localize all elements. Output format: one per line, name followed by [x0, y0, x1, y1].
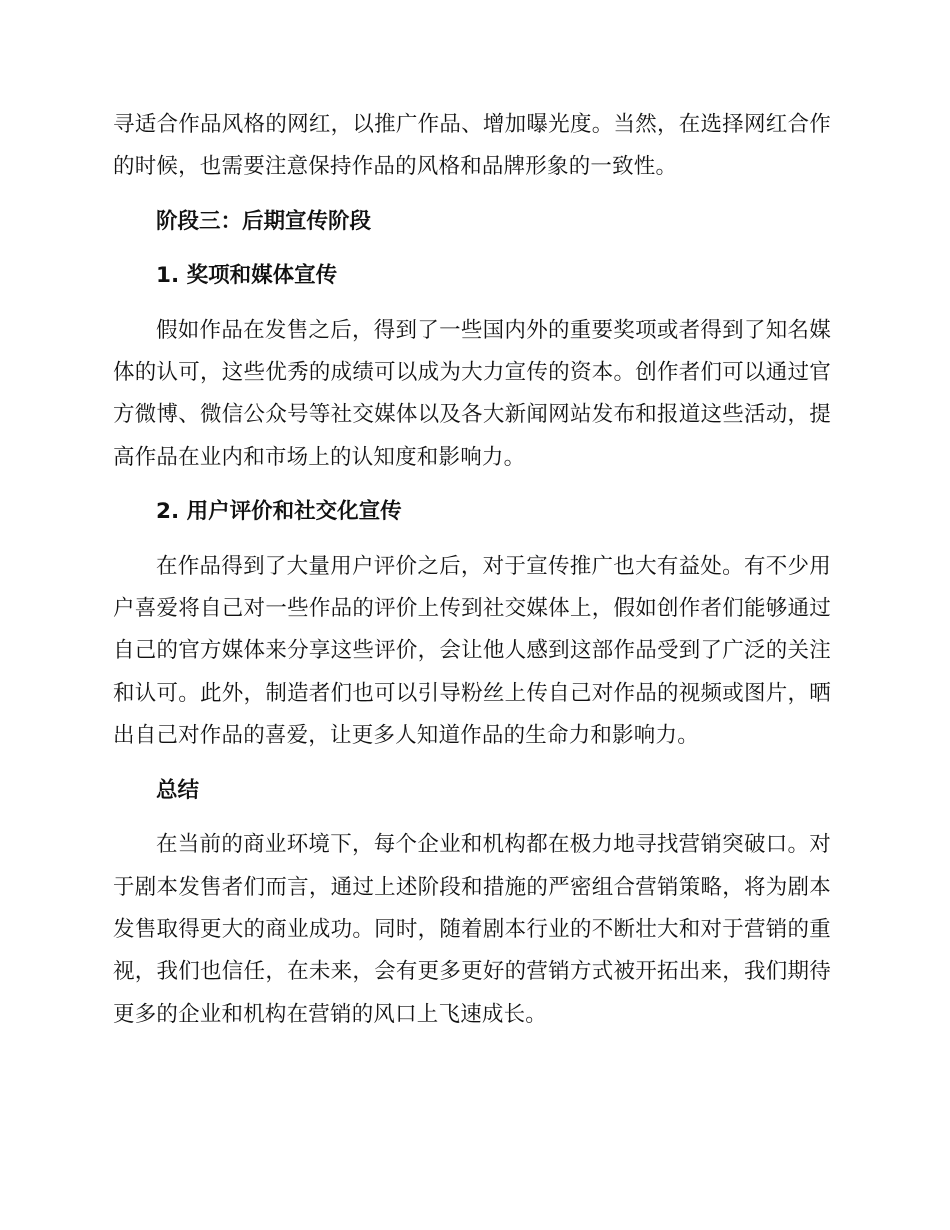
paragraph-continued: 寻适合作品风格的网红，以推广作品、增加曝光度。当然，在选择网红合作的时候，也需要注意保持作品的风格和品牌形象的一致性。 [113, 112, 831, 180]
paragraph-summary: 在当前的商业环境下，每个企业和机构都在极力地寻找营销突破口。对于剧本发售者们而言，通过上述阶段和措施的严密组合营销策略，将为剧本发售取得更大的商业成功。同时，随着剧本行业的不断壮大和对于营销的重视，我们也信任，在未来，会有更多更好的营销方式被开拓出来，我们期待更多的企业和机构在营销的风口上飞速成长。 [113, 832, 831, 1027]
section-heading-stage-three: 阶段三：后期宣传阶段 [156, 208, 372, 234]
document-page [113, 104, 831, 1036]
paragraph-user-reviews: 在作品得到了大量用户评价之后，对于宣传推广也大有益处。有不少用户喜爱将自己对一些作品的评价上传到社交媒体上，假如创作者们能够通过自己的官方媒体来分享这些评价，会让他人感到这部作品受到了广泛的关注和认可。此外，制造者们也可以引导粉丝上传自己对作品的视频或图片，晒出自己对作品的喜爱，让更多人知道作品的生命力和影响力。 [113, 553, 831, 749]
section-heading-summary: 总结 [156, 777, 200, 803]
subheading-user-reviews: 2. 用户评价和社交化宣传 [156, 499, 402, 525]
subheading-awards-media: 1. 奖项和媒体宣传 [156, 263, 338, 289]
paragraph-awards-media: 假如作品在发售之后，得到了一些国内外的重要奖项或者得到了知名媒体的认可，这些优秀的成绩可以成为大力宣传的资本。创作者们可以通过官方微博、微信公众号等社交媒体以及各大新闻网站发布和报道这些活动，提高作品在业内和市场上的认知度和影响力。 [113, 317, 831, 470]
